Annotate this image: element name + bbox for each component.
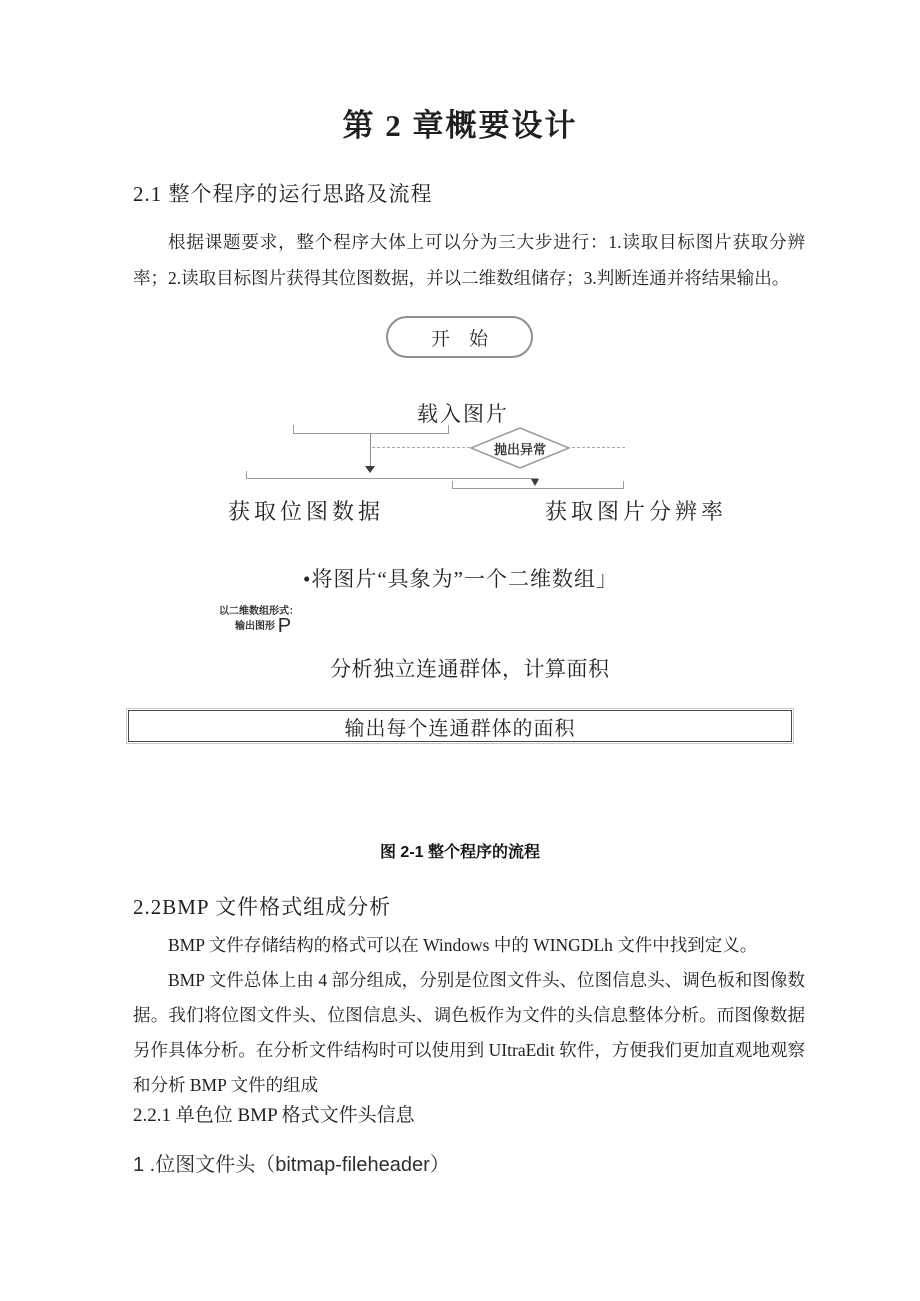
section-2-2-1-heading: 2.2.1 单色位 BMP 格式文件头信息	[133, 1105, 415, 1126]
flowchart-start-node	[386, 316, 533, 358]
section-2-2-paragraph-1: BMP 文件存储结构的格式可以在 Windows 中的 WINGDLh 文件中找到定义。	[168, 935, 758, 955]
flowchart-exception-label: 抛出异常	[493, 441, 546, 457]
start-node-label: 开 始	[430, 328, 488, 350]
flowchart-load-image-label: 载入图片	[417, 402, 509, 426]
section-2-2-paragraph-2: BMP 文件总体上由 4 部分组成，分别是位图文件头、位图信息头、调色板和图像数据。我们将位图文件头、位图信息头、调色板作为文件的头信息整体分析。而图像数据另作具体分析。在分析文件结构时可以使用到 UItraEdit 软件，方便我们更加直观地观察和分析 BMP 文件的组成	[133, 970, 805, 1095]
note-line-1: 以二维数组形式：	[219, 606, 299, 617]
flowchart-bullet-step: •将图片“具象为”一个二维数组」	[303, 567, 618, 591]
flowchart-bracket-connector	[293, 425, 449, 434]
flowchart-small-note	[219, 604, 299, 637]
note-p-symbol: P	[277, 615, 292, 637]
flowchart-analyze-step: 分析独立连通群体，计算面积	[330, 657, 610, 681]
section-2-2-heading: 2.2BMP 文件格式组成分析	[133, 895, 392, 919]
flowchart-line-bitmap	[246, 471, 538, 479]
note-line-2: 输出图形 P	[235, 615, 292, 637]
flowchart-vertical-connector	[370, 434, 371, 466]
section-2-1-paragraph: 根据课题要求，整个程序大体上可以分为三大步进行：1.读取目标图片获取分辨率；2.读取目标图片获得其位图数据，并以二维数组储存；3.判断连通并将结果输出。	[133, 232, 805, 288]
output-box-label: 输出每个连通群体的面积	[344, 717, 576, 740]
flowchart-output-box	[128, 710, 792, 742]
chapter-title: 第 2 章概要设计	[342, 108, 578, 143]
flowchart-get-bitmap-label: 获取位图数据	[228, 499, 385, 524]
flowchart-line-resolution	[452, 481, 624, 489]
section-2-1-heading: 2.1 整个程序的运行思路及流程	[133, 182, 433, 206]
figure-caption: 图 2-1 整个程序的流程	[379, 844, 541, 861]
list-item-bitmap-fileheader: 1 .位图文件头（bitmap-fileheader）	[133, 1154, 450, 1176]
flowchart-get-resolution-label: 获取图片分辨率	[545, 499, 728, 524]
